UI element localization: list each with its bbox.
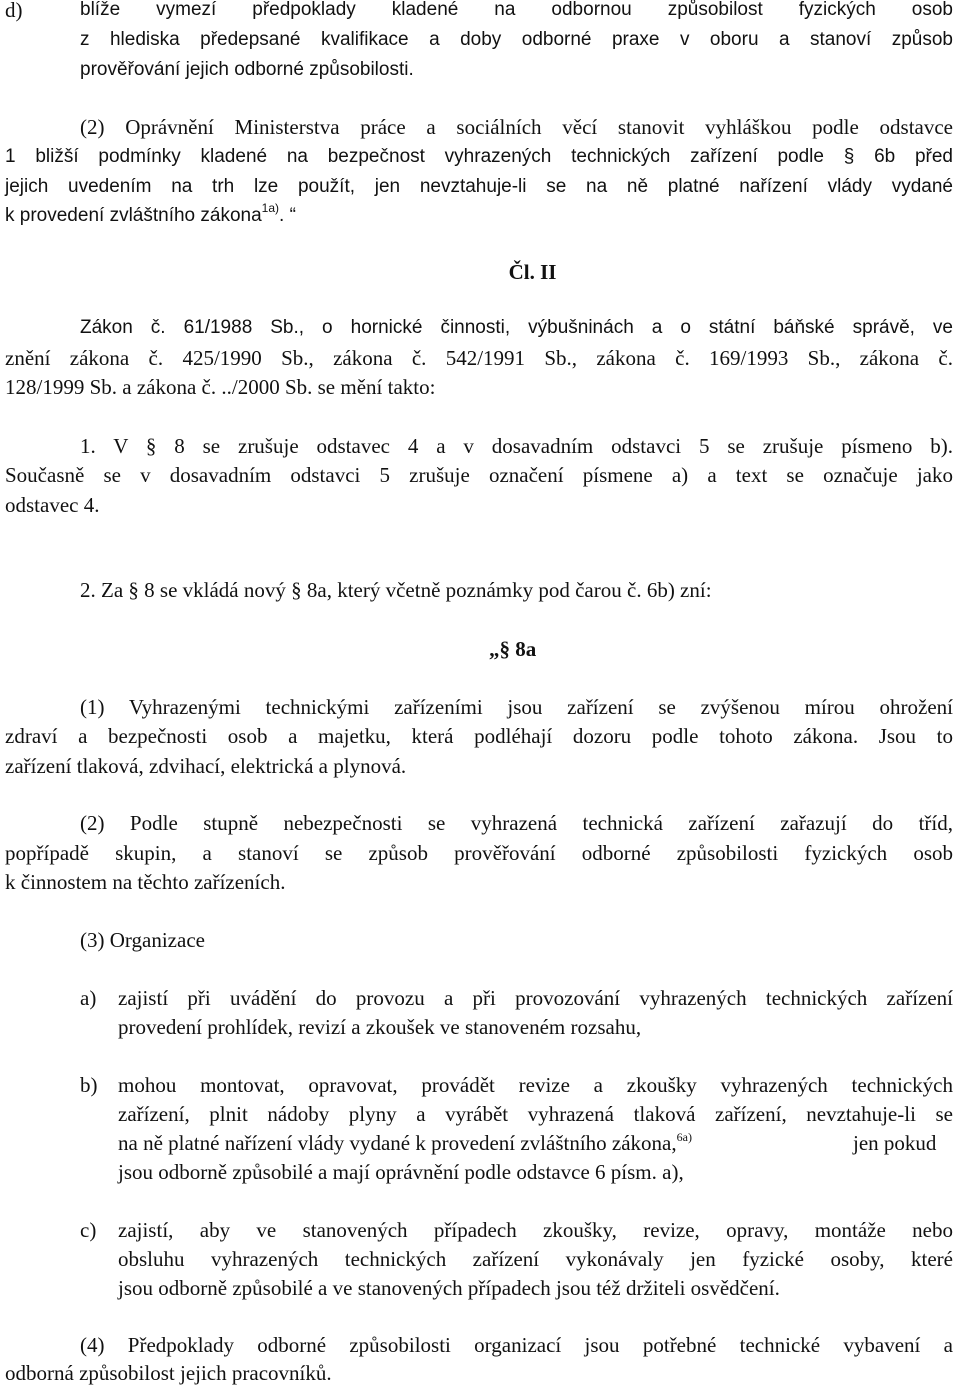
- law-amend-line-3: 128/1999 Sb. a zákona č. ../2000 Sb. se mění takto:: [5, 375, 436, 399]
- s8a-p4-line-1: (4) Předpoklady odborné způsobilosti organizací jsou potřebné technické vybavení a: [80, 1333, 953, 1357]
- point2-text: 2. Za § 8 se vkládá nový § 8a, který včetně poznámky pod čarou č. 6b) zní:: [80, 578, 712, 602]
- point1-line-2: Současně se v dosavadním odstavci 5 zrušuje označení písmene a) a text se označuje jako: [5, 463, 953, 487]
- item-c-line-3: jsou odborně způsobilé a ve stanovených případech jsou též držiteli osvědčení.: [118, 1276, 780, 1300]
- item-b-line-2: zařízení, plnit nádoby plyny a vyrábět vyhrazená tlaková zařízení, nevztahuje-li se: [118, 1102, 953, 1126]
- para2-line-3: jejich uvedením na trh lze použít, jen nevztahuje-li se na ně platné nařízení vlády vydané: [5, 176, 953, 197]
- para2-line-4: [5, 201, 945, 231]
- para2-line-2: 1 bližší podmínky kladené na bezpečnost vyhrazených technických zařízení podle § 6b před: [5, 146, 953, 167]
- item-b-line-3-text: na ně platné nařízení vlády vydané k provedení zvláštního zákona,: [118, 1131, 677, 1155]
- s8a-p2-line-1: (2) Podle stupně nebezpečnosti se vyhrazená technická zařízení zařazují do tříd,: [80, 811, 953, 835]
- para2-line-1: (2) Oprávnění Ministerstva práce a sociálních věcí stanovit vyhláškou podle odstavce: [80, 115, 953, 139]
- para2-line-4-text: k provedení zvláštního zákona: [5, 205, 262, 226]
- item-a-line-2: provedení prohlídek, revizí a zkoušek ve stanoveném rozsahu,: [118, 1015, 642, 1039]
- item-d-line-3: prověřování jejich odborné způsobilosti.: [80, 59, 414, 80]
- s8a-p2-line-2: popřípadě skupin, a stanoví se způsob prověřování odborné způsobilosti fyzických osob: [5, 841, 953, 865]
- para2-line-4-end: . “: [279, 205, 296, 226]
- item-c-line-2: obsluhu vyhrazených technických zařízení vykonávaly jen fyzické osoby, které: [118, 1247, 953, 1271]
- point1-line-1: 1. V § 8 se zrušuje odstavec 4 a v dosavadním odstavci 5 se zrušuje písmeno b).: [80, 434, 953, 458]
- item-d-line-1: blíže vymezí předpoklady kladené na odbornou způsobilost fyzických osob: [80, 0, 953, 20]
- s8a-p1-line-3: zařízení tlaková, zdvihací, elektrická a plynová.: [5, 754, 407, 778]
- point1-line-3: odstavec 4.: [5, 493, 100, 517]
- item-b-line-4: jsou odborně způsobilé a mají oprávnění podle odstavce 6 písm. a),: [118, 1160, 684, 1184]
- s8a-p3-heading: (3) Organizace: [80, 928, 205, 952]
- list-marker-c: c): [80, 1218, 97, 1242]
- section-heading: „§ 8a: [489, 637, 537, 661]
- footnote-ref-1a: 1a): [261, 201, 280, 215]
- item-a-line-1: zajistí při uvádění do provozu a při provozování vyhrazených technických zařízení: [118, 986, 953, 1010]
- item-c-line-1: zajistí, aby ve stanovených případech zkoušky, revize, opravy, montáže nebo: [118, 1218, 953, 1242]
- article-heading: Čl. II: [508, 260, 557, 284]
- item-d-line-2: z hlediska předepsané kvalifikace a doby odborné praxe v oboru a stanoví způsob: [80, 29, 953, 50]
- list-marker-a: a): [80, 986, 97, 1010]
- item-b-line-3-tail: jen pokud: [853, 1131, 937, 1155]
- item-b-line-3: [118, 1128, 818, 1158]
- list-marker-d: d): [5, 0, 23, 22]
- law-amend-line-1: Zákon č. 61/1988 Sb., o hornické činnosti, výbušninách a o státní báňské správě, ve: [80, 317, 953, 338]
- item-b-line-1: mohou montovat, opravovat, provádět revize a zkoušky vyhrazených technických: [118, 1073, 953, 1097]
- law-amend-line-2: znění zákona č. 425/1990 Sb., zákona č. 542/1991 Sb., zákona č. 169/1993 Sb., zákona č.: [5, 346, 953, 370]
- s8a-p2-line-3: k činnostem na těchto zařízeních.: [5, 870, 286, 894]
- list-marker-b: b): [80, 1073, 98, 1097]
- s8a-p1-line-1: (1) Vyhrazenými technickými zařízeními jsou zařízení se zvýšenou mírou ohrožení: [80, 695, 953, 719]
- s8a-p4-line-2: odborná způsobilost jejich pracovníků.: [5, 1361, 332, 1385]
- footnote-ref-6a: 6a): [676, 1130, 692, 1144]
- s8a-p1-line-2: zdraví a bezpečnosti osob a majetku, která podléhají dozoru podle tohoto zákona. Jsou to: [5, 724, 953, 748]
